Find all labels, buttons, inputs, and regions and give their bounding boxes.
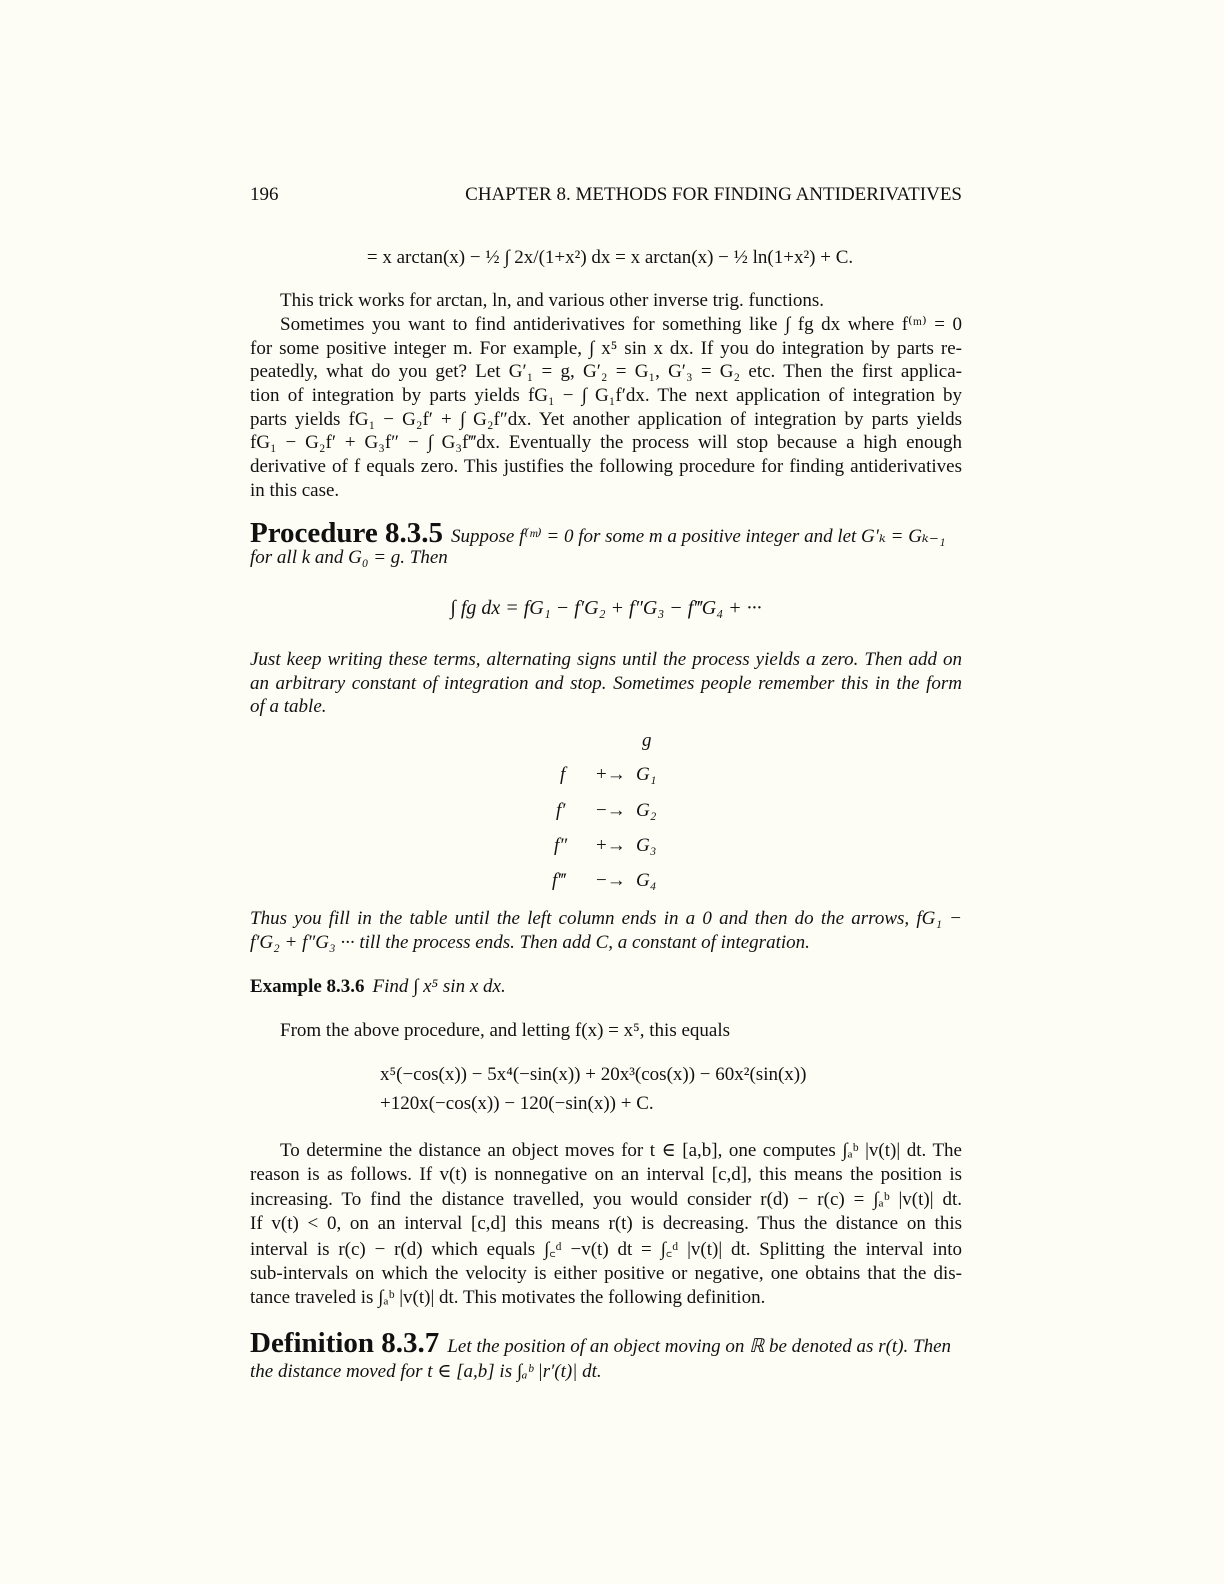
table-left: f″: [554, 835, 568, 856]
paragraph-line: increasing. To find the distance travelled, you would consider r(d) − r(c) = ∫ₐᵇ |v(t)| dt.: [250, 1189, 962, 1210]
definition-statement-line2: the distance moved for t ∈ [a,b] is ∫ₐᵇ |r′(t)| dt.: [250, 1361, 602, 1382]
equation-arctan: = x arctan(x) − ½ ∫ 2x/(1+x²) dx = x arctan(x) − ½ ln(1+x²) + C.: [366, 247, 854, 268]
paragraph-line: sub-intervals on which the velocity is either positive or negative, one obtains that the dis-: [250, 1263, 962, 1284]
paragraph-line: interval is r(c) − r(d) which equals ∫꜀ᵈ −v(t) dt = ∫꜀ᵈ |v(t)| dt. Splitting the interval into: [250, 1239, 962, 1260]
paragraph-line: parts yields fG₁ − G₂f′ + ∫ G₂f″dx. Yet another application of integration by parts yields: [250, 409, 962, 430]
paragraph-line: derivative of f equals zero. This justifies the following procedure for finding antiderivatives: [250, 456, 962, 477]
paragraph-line: tion of integration by parts yields fG₁ − ∫ G₁f′dx. The next application of integration by: [250, 385, 962, 406]
procedure-after-line: Thus you fill in the table until the left column ends in a 0 and then do the arrows, fG₁ −: [250, 908, 962, 929]
example-heading: Example 8.3.6: [250, 976, 365, 997]
paragraph-line: for some positive integer m. For example, ∫ x⁵ sin x dx. If you do integration by parts re-: [250, 338, 962, 359]
procedure-equation: ∫ fg dx = fG₁ − f′G₂ + f″G₃ − f‴G₄ + ···: [450, 597, 762, 619]
paragraph-line: peatedly, what do you get? Let G′₁ = g, G′₂ = G₁, G′₃ = G₂ etc. Then the first applica-: [250, 361, 962, 382]
procedure-text-line: an arbitrary constant of integration and stop. Sometimes people remember this in the form: [250, 673, 962, 694]
procedure-text-line: of a table.: [250, 696, 327, 717]
table-left: f′: [556, 800, 566, 821]
paragraph-line: Sometimes you want to find antiderivatives for something like ∫ fg dx where f⁽ᵐ⁾ = 0: [280, 314, 962, 335]
chapter-header: CHAPTER 8. METHODS FOR FINDING ANTIDERIVATIVES: [465, 184, 962, 205]
example-equation-line1: x⁵(−cos(x)) − 5x⁴(−sin(x)) + 20x³(cos(x)) − 60x²(sin(x)): [380, 1064, 807, 1085]
procedure-statement-line2: for all k and G₀ = g. Then: [250, 547, 448, 568]
paragraph-line: This trick works for arctan, ln, and various other inverse trig. functions.: [280, 290, 824, 311]
procedure-after-line: f′G₂ + f″G₃ ··· till the process ends. Then add C, a constant of integration.: [250, 932, 810, 953]
arrow-minus-icon: −→: [596, 800, 626, 821]
arrow-plus-icon: +→: [596, 764, 626, 785]
procedure-heading: Procedure 8.3.5: [250, 517, 444, 549]
arrow-minus-icon: −→: [596, 870, 626, 891]
table-right: G₃: [636, 835, 657, 856]
paragraph-line: To determine the distance an object moves for t ∈ [a,b], one computes ∫ₐᵇ |v(t)| dt. The: [280, 1140, 962, 1161]
example-intro: From the above procedure, and letting f(x) = x⁵, this equals: [280, 1020, 730, 1041]
example-statement: Find ∫ x⁵ sin x dx.: [372, 976, 506, 997]
procedure-statement: Suppose f⁽ᵐ⁾ = 0 for some m a positive integer and let G′ₖ = Gₖ₋₁: [451, 526, 946, 547]
paragraph-line: reason is as follows. If v(t) is nonnegative on an interval [c,d], this means the position is: [250, 1164, 962, 1185]
table-left: f‴: [552, 870, 566, 891]
paragraph-line: fG₁ − G₂f′ + G₃f″ − ∫ G₃f‴dx. Eventually the process will stop because a high enough: [250, 432, 962, 453]
table-right: G₁: [636, 764, 657, 785]
table-right: G₂: [636, 800, 657, 821]
paragraph-line: in this case.: [250, 480, 340, 501]
arrow-plus-icon: +→: [596, 835, 626, 856]
definition-heading: Definition 8.3.7: [250, 1327, 440, 1359]
example-line: [250, 976, 962, 998]
table-left: f: [560, 764, 566, 785]
page-number: 196: [250, 184, 279, 205]
example-equation-line2: +120x(−cos(x)) − 120(−sin(x)) + C.: [380, 1093, 654, 1114]
definition-statement: Let the position of an object moving on ℝ be denoted as r(t). Then: [447, 1336, 952, 1357]
paragraph-line: tance traveled is ∫ₐᵇ |v(t)| dt. This motivates the following definition.: [250, 1287, 766, 1308]
table-right: G₄: [636, 870, 657, 891]
paragraph-line: If v(t) < 0, on an interval [c,d] this means r(t) is decreasing. Thus the distance on this: [250, 1213, 962, 1234]
definition-heading-line: [250, 1328, 962, 1362]
table-top-g: g: [642, 730, 652, 751]
procedure-text-line: Just keep writing these terms, alternating signs until the process yields a zero. Then add on: [250, 649, 962, 670]
